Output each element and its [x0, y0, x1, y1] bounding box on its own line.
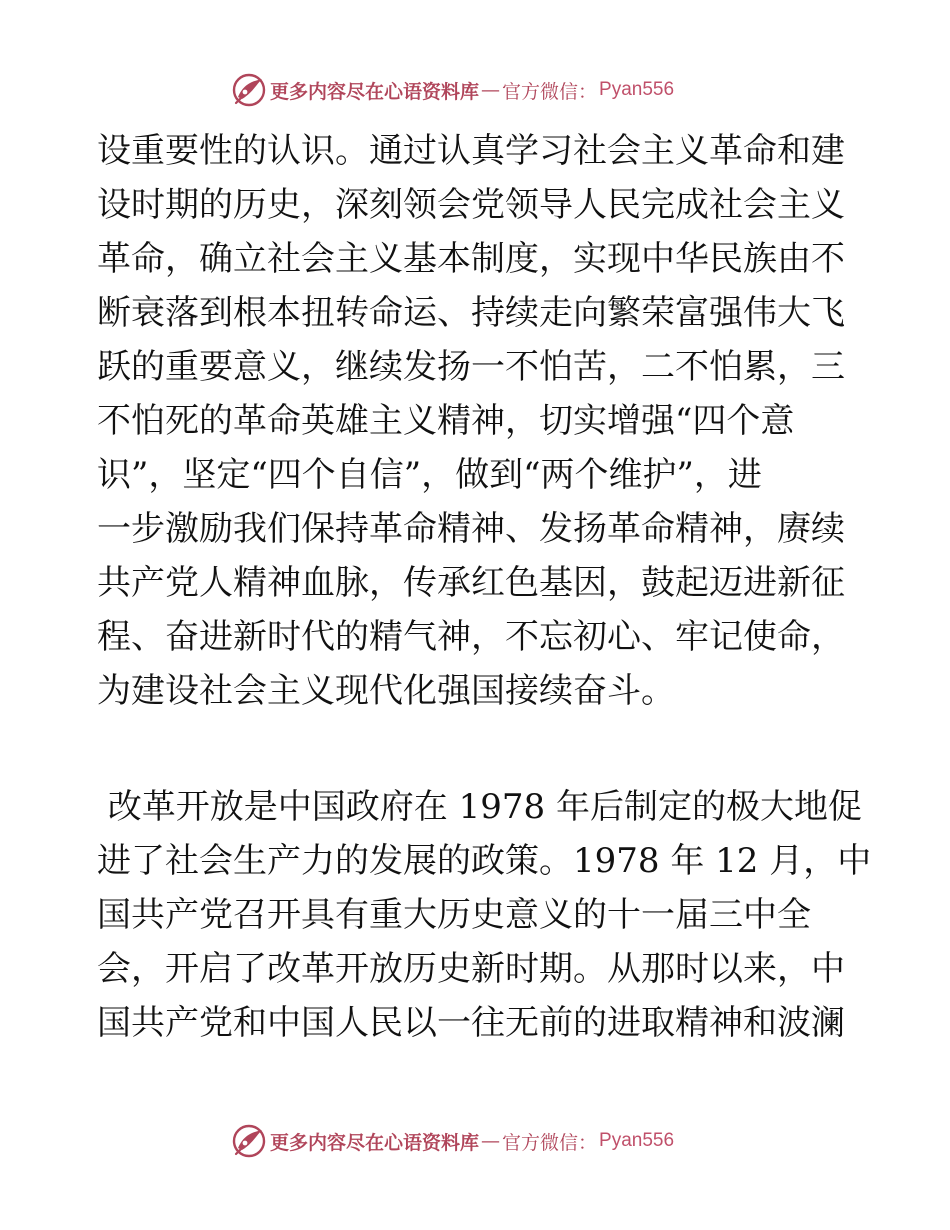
text-line: 国共产党召开具有重大历史意义的十一届三中全 [97, 895, 811, 935]
body-paragraph-2 [97, 780, 872, 1050]
text-line: 设重要性的认识。通过认真学习社会主义革命和建 [97, 131, 845, 171]
banner-dash: — [481, 79, 501, 101]
text-line: 会，开启了改革开放历史新时期。从那时以来，中 [97, 949, 845, 989]
text-line: 设时期的历史，深刻领会党领导人民完成社会主义 [97, 185, 845, 225]
banner-wechat-id: Pyan556 [599, 1130, 675, 1151]
text-line: 改革开放是中国政府在 1978 年后制定的极大地促 [97, 787, 862, 827]
pen-nib-logo-icon [232, 1124, 266, 1158]
footer-banner [232, 1123, 732, 1159]
text-line: 共产党人精神血脉，传承红色基因，鼓起迈进新征 [97, 563, 845, 603]
text-line: 革命，确立社会主义基本制度，实现中华民族由不 [97, 239, 845, 279]
banner-brand-text: 更多内容尽在心语资料库 [270, 80, 480, 103]
banner-wechat-id: Pyan556 [599, 79, 675, 100]
text-line: 程、奋进新时代的精气神，不忘初心、牢记使命， [97, 617, 845, 657]
banner-dash: — [481, 1130, 501, 1152]
text-line: 进了社会生产力的发展的政策。1978 年 12 月，中 [97, 841, 872, 881]
pen-nib-logo-icon [232, 73, 266, 107]
text-line: 国共产党和中国人民以一往无前的进取精神和波澜 [97, 1003, 845, 1043]
text-line: 识”，坚定“四个自信”，做到“两个维护”，进 [97, 455, 762, 495]
banner-wechat-label: 官方微信： [502, 80, 598, 103]
text-line: 为建设社会主义现代化强国接续奋斗。 [97, 671, 675, 711]
header-banner [232, 72, 732, 108]
banner-wechat-label: 官方微信： [502, 1131, 598, 1154]
body-paragraph-1 [97, 124, 857, 718]
text-line: 跃的重要意义，继续发扬一不怕苦，二不怕累，三 [97, 347, 845, 387]
text-line: 一步激励我们保持革命精神、发扬革命精神，赓续 [97, 509, 845, 549]
banner-brand-text: 更多内容尽在心语资料库 [270, 1131, 480, 1154]
text-line: 不怕死的革命英雄主义精神，切实增强“四个意 [97, 401, 795, 441]
text-line: 断衰落到根本扭转命运、持续走向繁荣富强伟大飞 [97, 293, 845, 333]
